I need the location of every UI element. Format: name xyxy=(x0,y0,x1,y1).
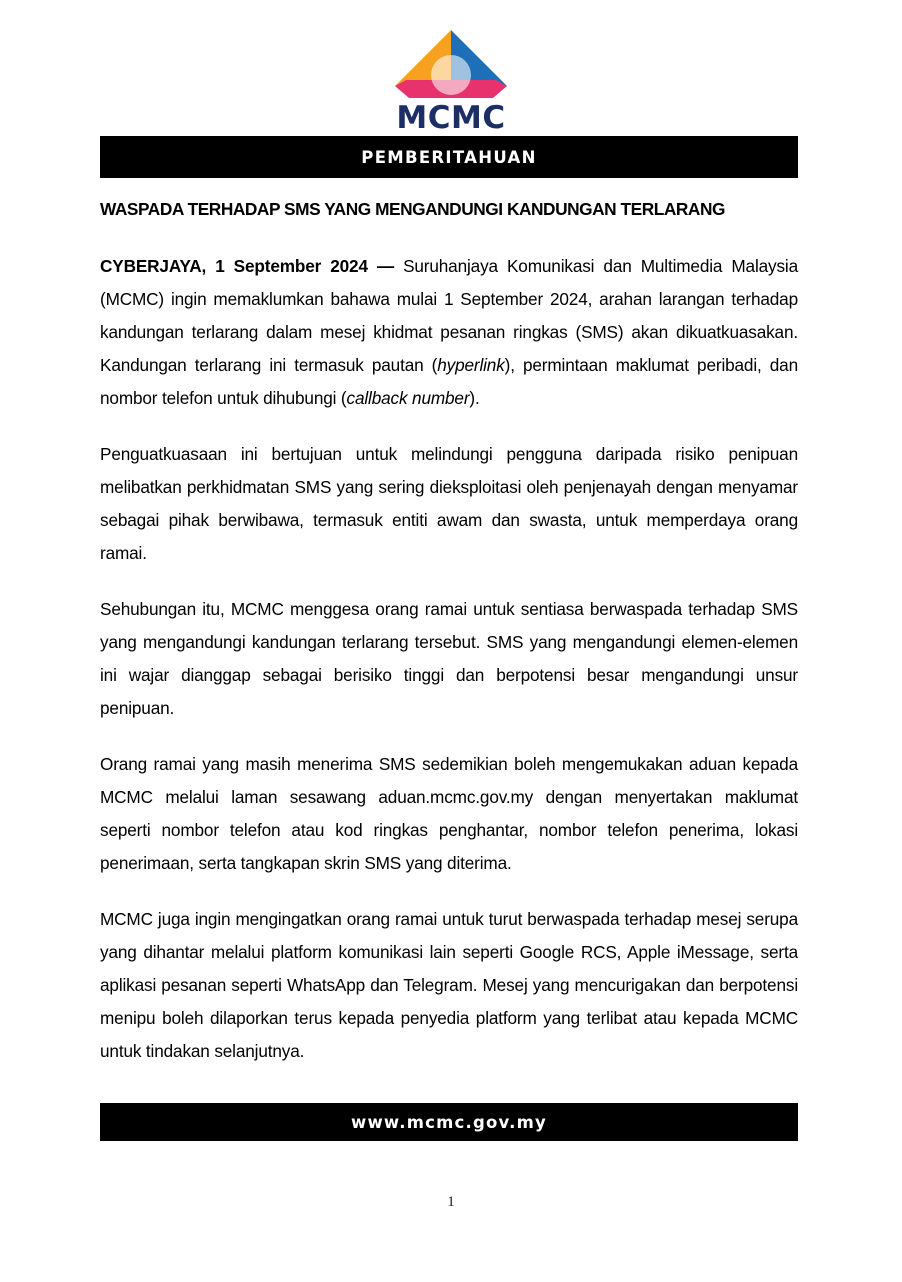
mcmc-logo xyxy=(0,28,902,135)
website-url-label: www.mcmc.gov.my xyxy=(351,1112,547,1132)
term-callback-number: callback number xyxy=(346,388,470,408)
website-banner xyxy=(100,1103,798,1141)
page-title: WASPADA TERHADAP SMS YANG MENGANDUNGI KANDUNGAN TERLARANG xyxy=(100,199,725,219)
mcmc-triangle-icon xyxy=(393,28,509,100)
dateline-dash: — xyxy=(367,256,404,276)
document-body xyxy=(100,198,798,1068)
notice-banner xyxy=(100,136,798,178)
paragraph-4: Orang ramai yang masih menerima SMS sedemikian boleh mengemukakan aduan kepada MCMC melalui laman sesawang aduan.mcmc.gov.my dengan menyertakan maklumat seperti nombor telefon atau kod ringkas penghantar, nombor telefon penerima, lokasi penerimaan, serta tangkapan skrin SMS yang diterima. xyxy=(100,754,798,873)
paragraph-1 xyxy=(100,250,798,415)
paragraph-1-text-c: ). xyxy=(469,388,480,408)
paragraph-1-text-a: Suruhanjaya Komunikasi dan Multimedia Malaysia (MCMC) ingin memaklumkan bahawa mulai 1 September 2024, arahan larangan terhadap kandungan terlarang dalam mesej khidmat pesanan ringkas (SMS) akan dikuatkuasakan. Kandungan terlarang ini termasuk pautan ( xyxy=(100,256,798,375)
paragraph-3: Sehubungan itu, MCMC menggesa orang ramai untuk sentiasa berwaspada terhadap SMS yang mengandungi kandungan terlarang tersebut. SMS yang mengandungi elemen-elemen ini wajar dianggap sebagai berisiko tinggi dan berpotensi besar mengandungi unsur penipuan. xyxy=(100,599,798,718)
paragraph-2: Penguatkuasaan ini bertujuan untuk melindungi pengguna daripada risiko penipuan melibatkan perkhidmatan SMS yang sering dieksploitasi oleh penjenayah dengan menyamar sebagai pihak berwibawa, termasuk entiti awam dan swasta, untuk memperdaya orang ramai. xyxy=(100,444,798,563)
mcmc-wordmark: MCMC xyxy=(396,100,506,136)
term-hyperlink: hyperlink xyxy=(437,355,505,375)
page-number: 1 xyxy=(447,1194,455,1210)
dateline: CYBERJAYA, 1 September 2024 xyxy=(100,256,368,276)
notice-banner-label: PEMBERITAHUAN xyxy=(361,147,537,167)
paragraph-1-text-b: ), permintaan maklumat peribadi, dan nombor telefon untuk dihubungi ( xyxy=(100,355,798,408)
paragraph-5: MCMC juga ingin mengingatkan orang ramai untuk turut berwaspada terhadap mesej serupa yang dihantar melalui platform komunikasi lain seperti Google RCS, Apple iMessage, serta aplikasi pesanan seperti WhatsApp dan Telegram. Mesej yang mencurigakan dan berpotensi menipu boleh dilaporkan terus kepada penyedia platform yang terlibat atau kepada MCMC untuk tindakan selanjutnya. xyxy=(100,909,798,1061)
